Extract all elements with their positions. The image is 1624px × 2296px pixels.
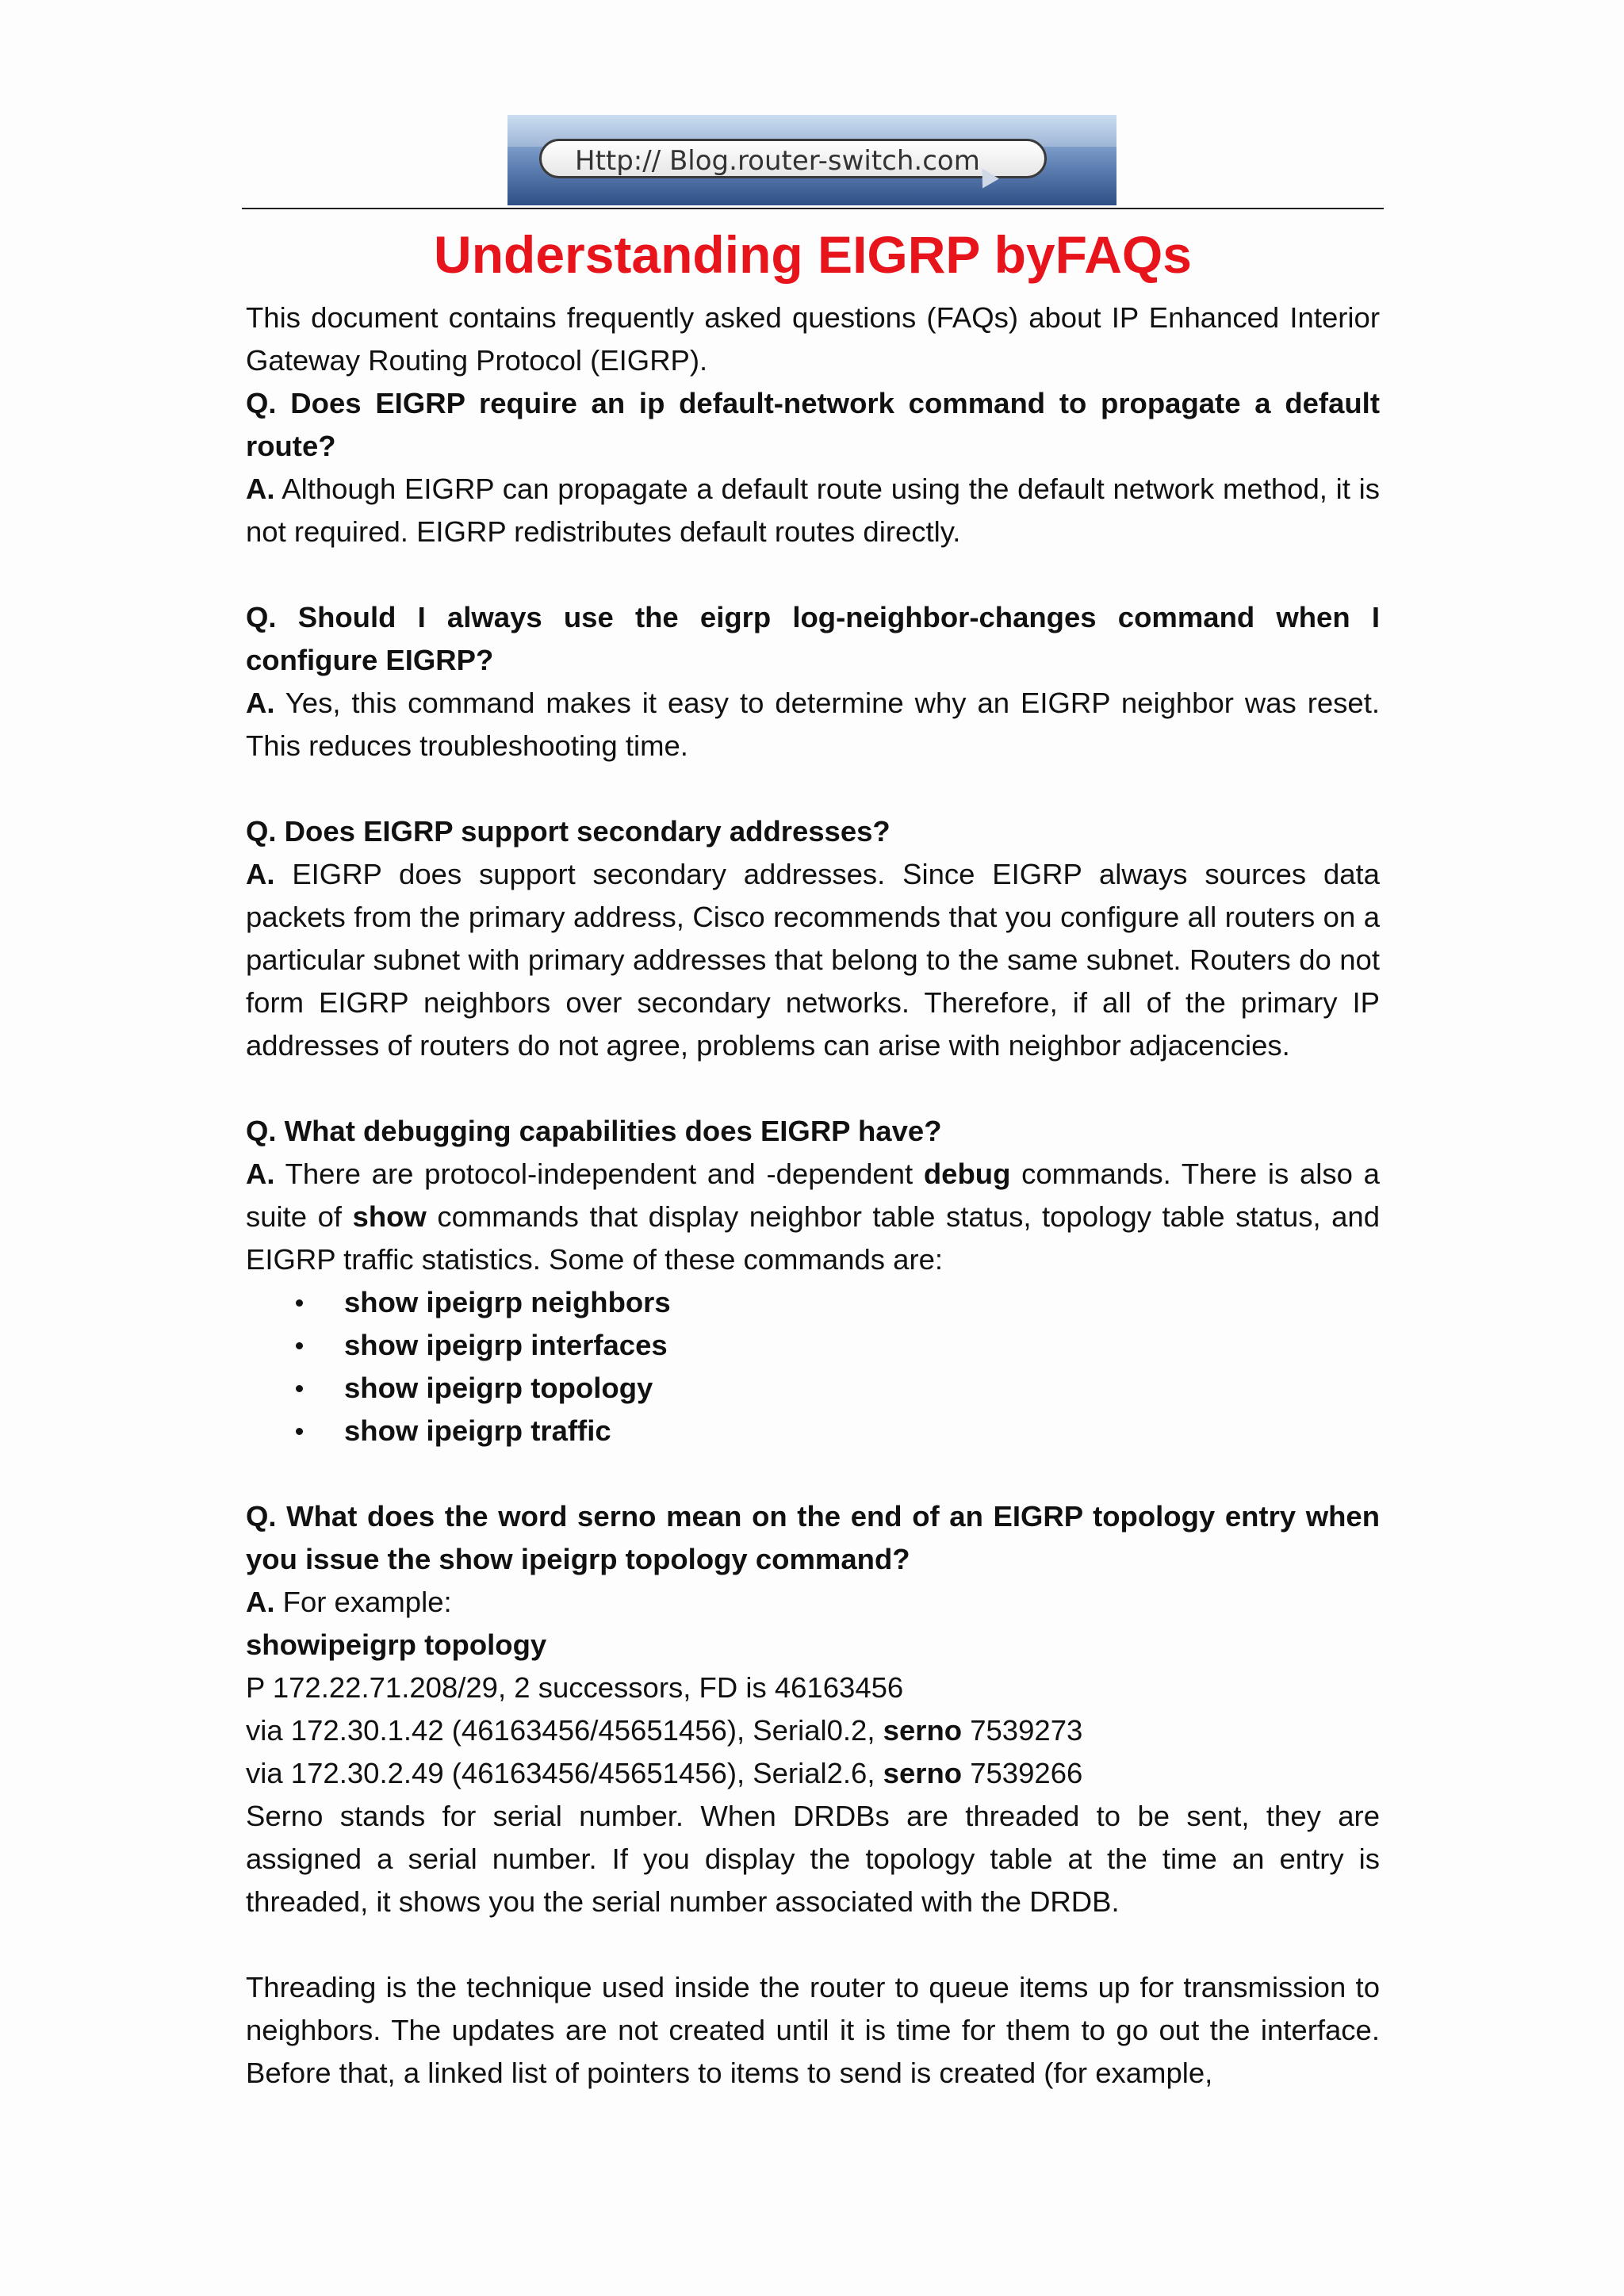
- example-line-1: P 172.22.71.208/29, 2 successors, FD is 46163456: [246, 1671, 904, 1704]
- list-item: show ipeigrp neighbors: [246, 1281, 1380, 1324]
- banner-url-pill: Http:// Blog.router-switch.com: [539, 139, 1047, 178]
- list-item: show ipeigrp traffic: [246, 1410, 1380, 1452]
- header-divider: [242, 208, 1384, 209]
- faq4-question: Q. What debugging capabilities does EIGRP have?: [246, 1115, 942, 1147]
- faq3-question: Q. Does EIGRP support secondary addresses?: [246, 815, 891, 848]
- faq1-question: Q. Does EIGRP require an ip default-network command to propagate a default route?: [246, 387, 1380, 462]
- example-line-2: via 172.30.1.42 (46163456/45651456), Serial0.2, serno 7539273: [246, 1714, 1083, 1747]
- faq1-answer: A. Although EIGRP can propagate a default route using the default network method, it is not required. EIGRP redistributes default routes directly.: [246, 473, 1380, 548]
- serno-explanation: Serno stands for serial number. When DRDBs are threaded to be sent, they are assigned a serial number. If you display the topology table at the time an entry is threaded, it shows you the serial number associated with the DRDB.: [246, 1800, 1380, 1918]
- intro-paragraph: This document contains frequently asked questions (FAQs) about IP Enhanced Interior Gateway Routing Protocol (EIGRP).: [246, 301, 1380, 377]
- list-item: show ipeigrp interfaces: [246, 1324, 1380, 1367]
- show-commands-list: [246, 1281, 1380, 1452]
- faq4-answer: A. There are protocol-independent and -dependent debug commands. There is also a suite of show commands that display neighbor table status, topology table status, and EIGRP traffic statistics. Some of these commands are:: [246, 1158, 1380, 1276]
- document-body: [246, 297, 1380, 2095]
- faq3-answer: A. EIGRP does support secondary addresses. Since EIGRP always sources data packets from the primary address, Cisco recommends that you configure all routers on a particular subnet with primary addresses that belong to the same subnet. Routers do not form EIGRP neighbors over secondary networks. Therefore, if all of the primary IP addresses of routers do not agree, problems can arise with neighbor adjacencies.: [246, 858, 1380, 1062]
- faq2-question: Q. Should I always use the eigrp log-neighbor-changes command when I configure EIGRP?: [246, 601, 1380, 676]
- faq5-answer-lead: A. For example:: [246, 1586, 452, 1618]
- faq5-question: Q. What does the word serno mean on the end of an EIGRP topology entry when you issue the show ipeigrp topology command?: [246, 1500, 1380, 1575]
- blog-banner-logo: [508, 115, 1116, 205]
- page-title: Understanding EIGRP byFAQs: [434, 225, 1192, 284]
- threading-paragraph: Threading is the technique used inside the router to queue items up for transmission to neighbors. The updates are not created until it is time for them to go out the interface. Before that, a linked list of pointers to items to send is created (for example,: [246, 1971, 1380, 2089]
- example-line-3: via 172.30.2.49 (46163456/45651456), Serial2.6, serno 7539266: [246, 1757, 1083, 1789]
- example-command: showipeigrp topology: [246, 1628, 547, 1661]
- topology-example: [246, 1624, 1380, 1795]
- list-item: show ipeigrp topology: [246, 1367, 1380, 1410]
- faq2-answer: A. Yes, this command makes it easy to determine why an EIGRP neighbor was reset. This reduces troubleshooting time.: [246, 687, 1380, 762]
